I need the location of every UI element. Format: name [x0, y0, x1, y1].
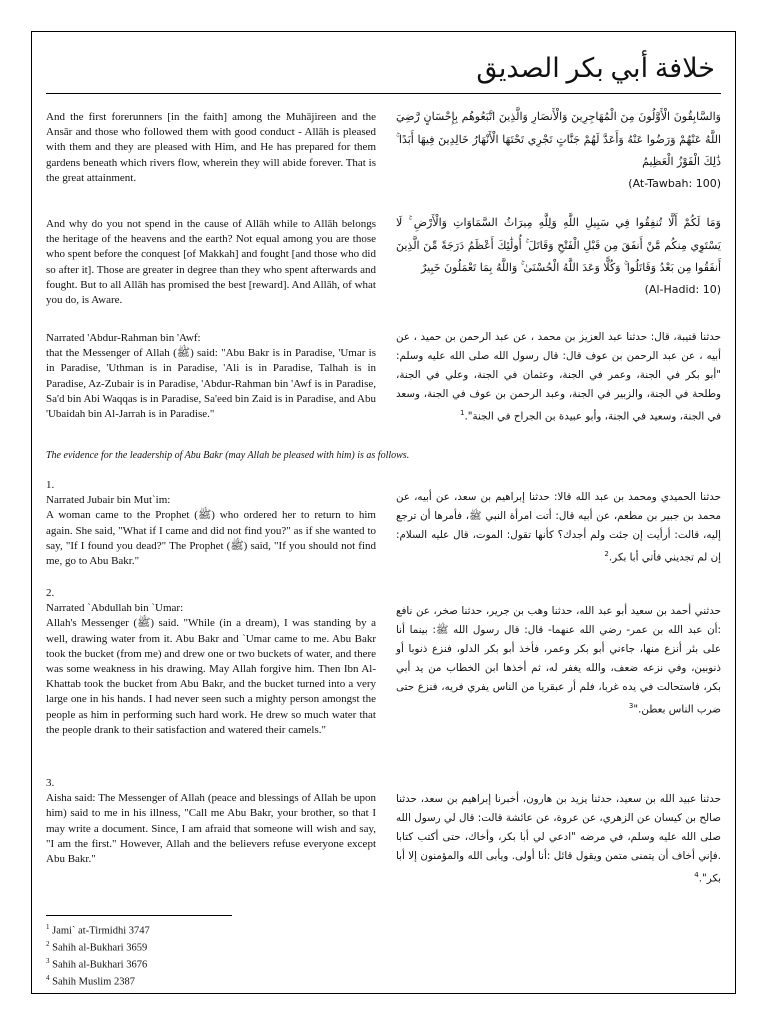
tawbah-translation: And the first forerunners [in the faith] among the Muhājireen and the Ansār and those who followed them with good conduct - Allāh is pleased with them and they are pleased with Him, and He has prepared for them gardens beneath which rivers flow, wherein they will abide forever. That is the great attainment.: [46, 111, 376, 184]
footnote-divider: [46, 915, 232, 916]
tawbah-reference: (At-Tawbah: 100): [628, 176, 721, 190]
hadith-1-arabic: حدثنا الحميدي ومحمد بن عبد الله قالا: حدثنا إبراهيم بن سعد، عن أبيه، عن محمد بن جبير بن مطعم، عن أبيه قال: أتت امرأة النبي ﷺ، فأمرها أن ترجع إليه، قالت: أرأيت إن جئت ولم أجدك؟ كأنها تقول: الموت، قال عليه السلام: إن لم تجديني فأتي أبا بكر.$^2$: [396, 491, 721, 564]
hadith-1-english: [46, 478, 376, 569]
page-title: خلافة أبي بكر الصديق: [476, 53, 715, 83]
evidence-intro: The evidence for the leadership of Abu Bakr (may Allah be pleased with him) is as follows.: [46, 450, 410, 461]
footnote-ref-4: 4: [694, 871, 699, 879]
tawbah-verse-block: [396, 106, 721, 193]
footnote-item: $^2$ Sahih al-Bukhari 3659: [46, 940, 148, 954]
footnote-item: $^4$ Sahih Muslim 2387: [46, 974, 135, 988]
hadid-reference: (Al-Hadid: 10): [644, 282, 721, 296]
tawbah-verse: وَالسَّابِقُونَ الْأَوَّلُونَ مِنَ الْمُهَاجِرِينَ وَالْأَنصَارِ وَالَّذِينَ اتَّبَعُوهُم بِإِحْسَانٍ رَّضِيَ اللَّهُ عَنْهُمْ وَرَضُوا عَنْهُ وَأَعَدَّ لَهُمْ جَنَّاتٍ تَجْرِي تَحْتَهَا الْأَنْهَارُ خَالِدِينَ فِيهَا أَبَدًا ۚ ذَٰلِكَ الْفَوْزُ الْعَظِيمُ: [396, 110, 721, 168]
footnote-item: $^3$ Sahih al-Bukhari 3676: [46, 957, 148, 971]
hadith-2-english: [46, 586, 376, 738]
hadith-3-arabic: حدثنا عبيد الله بن سعيد، حدثنا يزيد بن هارون، أخبرنا إبراهيم بن سعد، حدثنا صالح بن كيسان عن الزهري، عن عروة، عن عائشة قالت: قال لي رسول الله صلى الله عليه وسلم، في مرضه "ادعي لي أبا بكر، وأخاك، حتى أكتب كتابا .فإني أخاف أن يتمنى متمن ويقول قائل :أنا أولى. ويأبى الله والمؤمنون إلا أبا بكر".$^4$: [396, 793, 721, 885]
paradise-hadith-arabic: حدثنا قتيبة، قال: حدثنا عبد العزيز بن محمد ، عن عبد الرحمن بن حميد ، عن أبيه ، عن عبد الرحمن بن عوف قال: قال رسول الله صلى الله عليه وسلم: "أبو بكر في الجنة، وعمر في الجنة، وعثمان في الجنة، وعلي في الجنة، وطلحة في الجنة، والزبير في الجنة، وعبد الرحمن بن عوف في الجنة، وسعد في الجنة، وسعيد في الجنة، وأبو عبيدة بن الجراح في الجنة".$^1$: [396, 331, 721, 423]
hadith-1-text: Narrated Jubair bin Mut`im: A woman came to the Prophet (ﷺ) who ordered her to return to him again. She said, "What if I came and did not find you?" as if she wanted to say, "If I found you dead?" The Prophet (ﷺ) said, "If you should not find me, go to Abu Bakr.": [46, 494, 377, 568]
hadith-2-text: Narrated `Abdullah bin `Umar: Allah's Messenger (ﷺ) said. "While (in a dream), I was standing by a well, drawing water from it. Abu Bakr and `Umar came to me. Abu Bakr took the bucket (from me) and drew one or two buckets of water, and there was some weakness in his drawing. May Allah forgive him. Then Ibn Al-Khattab took the bucket from Abu Bakr, and the bucket turned into a very large one in his hands. I had never seen such a mighty person amongst the people as him in performing such hard work. He drew so much water that the people drank to their satisfaction and watered their camels.": [46, 602, 376, 736]
page-frame: [31, 31, 736, 994]
hadith-1-number: 1.: [46, 479, 55, 491]
footnote-ref-3: 3: [628, 702, 634, 710]
footnotes-list: [46, 921, 150, 989]
footnote-ref-2: 2: [604, 550, 609, 558]
hadid-verse: وَمَا لَكُمْ أَلَّا تُنفِقُوا فِي سَبِيلِ اللَّهِ وَلِلَّهِ مِيرَاثُ السَّمَاوَاتِ وَالْأَرْضِ ۚ لَا يَسْتَوِي مِنكُم مَّنْ أَنفَقَ مِن قَبْلِ الْفَتْحِ وَقَاتَلَ ۚ أُولَٰئِكَ أَعْظَمُ دَرَجَةً مِّنَ الَّذِينَ أَنفَقُوا مِن بَعْدُ وَقَاتَلُوا ۚ وَكُلًّا وَعَدَ اللَّهُ الْحُسْنَىٰ ۚ وَاللَّهُ بِمَا تَعْمَلُونَ خَبِيرٌ: [396, 216, 721, 274]
footnote-ref-1: 1: [460, 409, 465, 417]
hadith-3-english: [46, 776, 376, 867]
hadith-2-arabic: حدثني أحمد بن سعيد أبو عبد الله، حدثنا وهب بن جرير، حدثنا صخر، عن نافع :أن عبد الله بن عمر- رضي الله عنهما- قال: قال رسول الله ﷺ: بينما أنا على بئر أنزع منها، جاءني أبو بكر وعمر، فأخذ أبو بكر الدلو، فنزع ذنوبا أو ذنوبين، وفي نزعه ضعف، والله يغفر له، ثم أخذها ابن الخطاب من يد أبي بكر، فاستحالت في يده غربا، فلم أر عبقريا من الناس يفري فريه، فنزع حتى ضرب الناس بعطن."$^3$: [396, 605, 721, 716]
hadid-translation: And why do you not spend in the cause of Allāh while to Allāh belongs the heritage of the heavens and the earth? Not equal among you are those who spent before the conquest [of Makkah] and fought [and those who did so after it]. Those are greater in degree than they who spent afterwards and fought. But to all Allāh has promised the best [reward]. And Allāh, of what you do, is Aware.: [46, 218, 376, 307]
title-divider: [46, 93, 721, 94]
hadith-2-number: 2.: [46, 587, 55, 599]
footnote-item: $^1$ Jami` at-Tirmidhi 3747: [46, 923, 150, 937]
hadith-3-text: Aisha said: The Messenger of Allah (peace and blessings of Allah be upon him) said to me in his illness, "Call me Abu Bakr, your brother, so that I may write a document. Since, I am afraid that someone will wish and say, "I am the first." However, Allah and the believers refuse everyone except Abu Bakr.": [46, 792, 376, 866]
hadid-verse-block: [396, 212, 721, 299]
paradise-hadith-translation: Narrated 'Abdur-Rahman bin 'Awf: that the Messenger of Allah (ﷺ) said: "Abu Bakr is in Paradise, 'Umar is in Paradise, 'Uthman is in Paradise, 'Ali is in Paradise, Talhah is in Paradise, Az-Zubair is in Paradise, 'Abdur-Rahman bin 'Awf is in Paradise, Sa'd bin Abi Waqqas is in Paradise, Sa'eed bin Zaid is in Paradise, and Abu 'Ubaidah bin Al-Jarrah is in Paradise.": [46, 332, 377, 421]
hadith-3-number: 3.: [46, 777, 55, 789]
